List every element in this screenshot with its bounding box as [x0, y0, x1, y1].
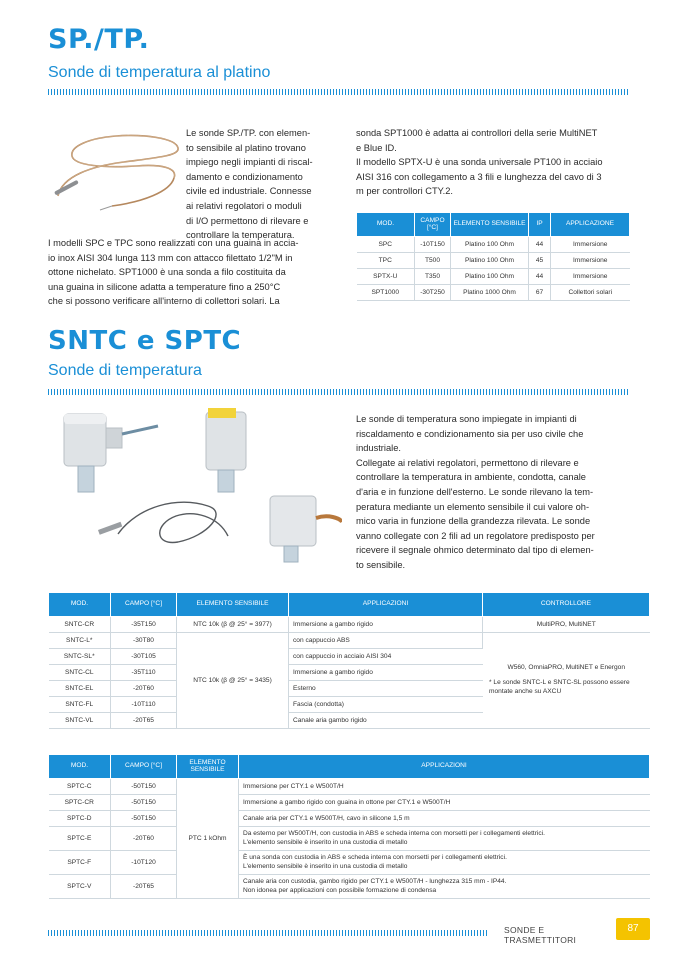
header-range: CAMPO [°C]	[111, 755, 177, 779]
ntc-probes-photo	[58, 406, 342, 572]
cell-range: T500	[415, 253, 451, 269]
text-line: damento e condizionamento	[186, 171, 303, 182]
application-line: Non idonea per applicazioni con possibile formazione di condensa	[243, 886, 437, 894]
sptc-table	[48, 754, 650, 899]
page-footer	[48, 920, 616, 945]
text-line: controllare la temperatura in ambiente, condotta, canale	[356, 472, 586, 483]
cell-element: Platino 100 Ohm	[451, 237, 529, 253]
cell-range: -20T60	[111, 827, 177, 851]
cell-mod: SNTC-L*	[49, 633, 111, 649]
text-line: Le sonde di temperatura sono impiegate in impianti di	[356, 414, 577, 424]
text-line: AISI 316 con collegamento a 3 fili e lunghezza del cavo di 3	[356, 171, 602, 182]
text-line: una guaina in silicone adatta a temperature fino a 250°C	[48, 281, 281, 292]
cell-application: con cappuccio ABS	[289, 633, 483, 649]
cell-range: -20T65	[111, 875, 177, 899]
cell-range: -30T80	[111, 633, 177, 649]
cell-application: Collettori solari	[551, 285, 630, 301]
text-line: mico varia in funzione della grandezza rilevata. Le sonde	[356, 516, 591, 527]
header-mod: MOD.	[49, 755, 111, 779]
platinum-probe-photo	[52, 122, 186, 238]
cell-element: Platino 100 Ohm	[451, 269, 529, 285]
table-row	[357, 269, 630, 285]
cell-mod: SNTC-SL*	[49, 649, 111, 665]
cell-application: Immersione	[551, 237, 630, 253]
header-application: APPLICAZIONE	[551, 213, 630, 237]
text-line: che si possono verificare all'interno di collettori solari. La	[48, 296, 280, 307]
text-line: ai relativi regolatori o moduli	[186, 200, 302, 211]
cell-element: Platino 100 Ohm	[451, 253, 529, 269]
cell-application: Immersione per CTY.1 e W500T/H	[239, 779, 650, 795]
text-line: peratura mediante un elemento sensibile il cui valore oh-	[356, 501, 590, 512]
header-applications: APPLICAZIONI	[239, 755, 650, 779]
text-line: Collegate ai relativi regolatori, permettono di rilevare e	[356, 457, 579, 468]
controller-note: * Le sonde SNTC-L e SNTC-SL possono essere montate anche su AXCU	[489, 679, 630, 695]
cell-mod: SNTC-FL	[49, 697, 111, 713]
footer-label: SONDE E TRASMETTITORI	[504, 925, 577, 945]
section2-subtitle: Sonde di temperatura	[48, 362, 202, 379]
controller-list: W560, OmniaPRO, MultiNET e Energon	[507, 664, 625, 672]
cell-element: Platino 1000 Ohm	[451, 285, 529, 301]
table-row	[49, 875, 650, 899]
cell-application	[239, 875, 650, 899]
section1-col2-text	[356, 126, 632, 199]
cell-application	[239, 851, 650, 875]
text-line: io inox AISI 304 lunga 113 mm con attacco filettato 1/2"M in	[48, 252, 293, 263]
text-line: ottone nichelato. SPT1000 è una sonda a filo costituita da	[48, 267, 286, 278]
text-line: riscaldamento e condizionamento sia per uso civile che	[356, 428, 584, 439]
cell-mod: SPTC-V	[49, 875, 111, 899]
header-range: CAMPO [°C]	[111, 593, 177, 617]
text-line: industriale.	[356, 443, 401, 454]
cell-ip: 67	[529, 285, 551, 301]
cell-range: -50T150	[111, 811, 177, 827]
text-line: m per controllori CTY.2.	[356, 186, 453, 197]
cell-application: con cappuccio in acciaio AISI 304	[289, 649, 483, 665]
text-line: vanno collegate con 2 fili ad un regolatore predisposto per	[356, 530, 595, 541]
cell-application: Immersione a gambo rigido	[289, 665, 483, 681]
cell-mod: SPTC-C	[49, 779, 111, 795]
cell-ip: 44	[529, 269, 551, 285]
cell-mod: SNTC-VL	[49, 713, 111, 729]
text-line: Il modello SPTX-U è una sonda universale PT100 in acciaio	[356, 157, 603, 168]
cell-element: NTC 10k (β @ 25° = 3977)	[177, 617, 289, 633]
text-line: to sensibile al platino trovano	[186, 142, 306, 153]
text-line: e Blue ID.	[356, 142, 397, 153]
section2-title: SNTC e SPTC	[48, 326, 242, 356]
table-row	[49, 851, 650, 875]
cell-range: -20T65	[111, 713, 177, 729]
table-row	[357, 237, 630, 253]
cell-range: -10T120	[111, 851, 177, 875]
cell-range: -50T150	[111, 795, 177, 811]
table-row	[49, 779, 650, 795]
section2-description	[356, 412, 646, 573]
table-row	[49, 795, 650, 811]
header-element: ELEMENTO SENSIBILE	[177, 593, 289, 617]
text-line: I modelli SPC e TPC sono realizzati con una guaina in accia-	[48, 238, 299, 248]
cell-range: -35T150	[111, 617, 177, 633]
section1-intro	[186, 126, 344, 243]
header-applications: APPLICAZIONI	[289, 593, 483, 617]
header-element: ELEMENTO SENSIBILE	[177, 755, 239, 779]
text-line: controllare la temperatura.	[186, 230, 295, 241]
header-mod: MOD.	[49, 593, 111, 617]
page-number: 87	[616, 918, 650, 940]
cell-application: Immersione a gambo rigido	[289, 617, 483, 633]
section1-subtitle: Sonde di temperatura al platino	[48, 64, 271, 81]
cell-range: T350	[415, 269, 451, 285]
cell-application: Canale aria per CTY.1 e W500T/H, cavo in silicone 1,5 m	[239, 811, 650, 827]
text-line: sonda SPT1000 è adatta ai controllori della serie MultiNET	[356, 128, 598, 138]
table-row	[49, 827, 650, 851]
cell-application: Canale aria gambo rigido	[289, 713, 483, 729]
footer-divider	[48, 930, 488, 936]
text-line: Le sonde SP./TP. con elemen-	[186, 128, 311, 138]
cell-mod: SNTC-EL	[49, 681, 111, 697]
header-ip: IP	[529, 213, 551, 237]
cell-application: Esterno	[289, 681, 483, 697]
table-row	[357, 285, 630, 301]
application-line: È una sonda con custodia in ABS e scheda interna con morsetti per i collegamenti elettrici.	[243, 854, 507, 862]
cell-controller: MultiPRO, MultiNET	[483, 617, 650, 633]
cell-application: Immersione	[551, 269, 630, 285]
cell-mod: SPT1000	[357, 285, 415, 301]
section2-divider	[48, 389, 630, 395]
header-range: CAMPO [°C]	[415, 213, 451, 237]
cell-mod: SPTC-D	[49, 811, 111, 827]
application-line: Canale aria con custodia, gambo rigido per CTY.1 e W500T/H - lunghezza 315 mm - IP44.	[243, 878, 507, 886]
cell-ip: 45	[529, 253, 551, 269]
cell-application: Immersione	[551, 253, 630, 269]
table-row	[49, 811, 650, 827]
table-row	[49, 617, 650, 633]
cell-ip: 44	[529, 237, 551, 253]
cell-element: NTC 10k (β @ 25° = 3435)	[177, 633, 289, 729]
text-line: civile ed industriale. Connesse	[186, 186, 312, 197]
cell-mod: SNTC-CL	[49, 665, 111, 681]
cell-mod: SPTC-E	[49, 827, 111, 851]
header-controller: CONTROLLORE	[483, 593, 650, 617]
text-line: impiego negli impianti di riscal-	[186, 157, 313, 168]
cell-mod: SPTC-CR	[49, 795, 111, 811]
cell-range: -10T150	[415, 237, 451, 253]
cell-range: -35T110	[111, 665, 177, 681]
cell-application: Immersione a gambo rigido con guaina in ottone per CTY.1 e W500T/H	[239, 795, 650, 811]
cell-mod: SNTC-CR	[49, 617, 111, 633]
text-line: ricevere il segnale ohmico determinato dal tipo di elemen-	[356, 545, 594, 556]
section1-models-text	[48, 236, 344, 309]
section1-title: SP./TP.	[48, 24, 150, 55]
text-line: to sensibile.	[356, 559, 406, 570]
cell-range: -30T250	[415, 285, 451, 301]
cell-mod: TPC	[357, 253, 415, 269]
header-mod: MOD.	[357, 213, 415, 237]
text-line: di I/O permettono di rilevare e	[186, 215, 309, 226]
cell-element: PTC 1 kOhm	[177, 779, 239, 899]
sp-tp-table	[356, 212, 630, 301]
cell-mod: SPC	[357, 237, 415, 253]
cell-application	[239, 827, 650, 851]
cell-application: Fascia (condotta)	[289, 697, 483, 713]
application-line: L'elemento sensibile è inserito in una custodia di metallo	[243, 862, 408, 870]
cell-controller	[483, 633, 650, 729]
cell-range: -10T110	[111, 697, 177, 713]
table-row	[49, 633, 650, 649]
header-element: ELEMENTO SENSIBILE	[451, 213, 529, 237]
table-row	[357, 253, 630, 269]
application-line: L'elemento sensibile è inserito in una custodia di metallo	[243, 838, 408, 846]
cell-range: -50T150	[111, 779, 177, 795]
cell-mod: SPTC-F	[49, 851, 111, 875]
text-line: d'aria e in funzione dell'esterno. Le sonde rilevano la tem-	[356, 486, 594, 497]
cell-range: -30T105	[111, 649, 177, 665]
application-line: Da esterno per W500T/H, con custodia in ABS e scheda interna con morsetti per i collegamenti elettrici.	[243, 830, 545, 838]
sntc-table	[48, 592, 650, 729]
cell-mod: SPTX-U	[357, 269, 415, 285]
cell-range: -20T60	[111, 681, 177, 697]
section1-divider	[48, 89, 630, 95]
